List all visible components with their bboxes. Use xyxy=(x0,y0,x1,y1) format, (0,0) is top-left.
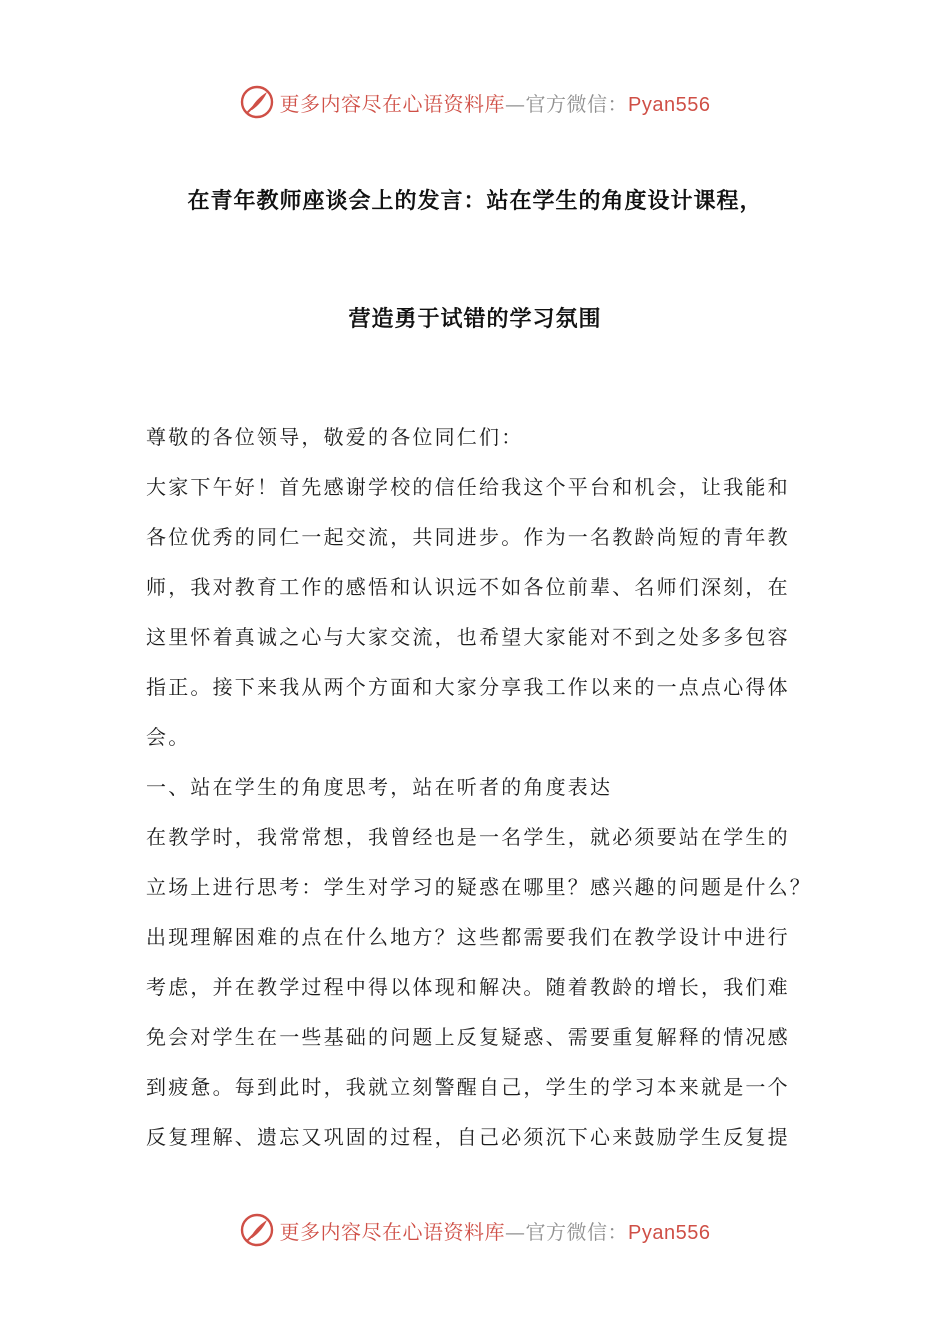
footer-banner xyxy=(0,1208,950,1252)
banner-main-text: 更多内容尽在心语资料库 xyxy=(279,91,506,116)
body-line: 在教学时，我常常想，我曾经也是一名学生，就必须要站在学生的 xyxy=(146,825,790,849)
body-line: 会。 xyxy=(146,725,191,749)
body-line: 这里怀着真诚之心与大家交流，也希望大家能对不到之处多多包容 xyxy=(146,625,790,649)
body-line: 出现理解困难的点在什么地方？这些都需要我们在教学设计中进行 xyxy=(146,925,790,949)
body-line: 考虑，并在教学过程中得以体现和解决。随着教龄的增长，我们难 xyxy=(146,975,790,999)
body-line: 师，我对教育工作的感悟和认识远不如各位前辈、名师们深刻，在 xyxy=(146,575,790,599)
body-line: 到疲惫。每到此时，我就立刻警醒自己，学生的学习本来就是一个 xyxy=(146,1075,790,1099)
document-title-line-1: 在青年教师座谈会上的发言：站在学生的角度设计课程， xyxy=(187,189,763,214)
quill-pen-logo-icon xyxy=(240,85,274,119)
banner-official-label: 官方微信： xyxy=(525,1219,629,1244)
body-line: 立场上进行思考：学生对学习的疑惑在哪里？感兴趣的问题是什么？ xyxy=(146,875,812,899)
header-banner xyxy=(0,80,950,124)
banner-official-label: 官方微信： xyxy=(525,91,629,116)
body-line: 免会对学生在一些基础的问题上反复疑惑、需要重复解释的情况感 xyxy=(146,1025,790,1049)
section-heading: 一、站在学生的角度思考，站在听者的角度表达 xyxy=(146,775,613,799)
banner-separator: — xyxy=(505,1219,526,1244)
document-body xyxy=(146,412,836,1162)
banner-text xyxy=(280,88,711,117)
body-line: 大家下午好！首先感谢学校的信任给我这个平台和机会，让我能和 xyxy=(146,475,790,499)
banner-wechat-id: Pyan556 xyxy=(628,1221,711,1244)
body-line: 尊敬的各位领导，敬爱的各位同仁们： xyxy=(146,425,524,449)
banner-separator: — xyxy=(505,91,526,116)
body-line: 指正。接下来我从两个方面和大家分享我工作以来的一点点心得体 xyxy=(146,675,790,699)
quill-pen-logo-icon xyxy=(240,1213,274,1247)
body-line: 各位优秀的同仁一起交流，共同进步。作为一名教龄尚短的青年教 xyxy=(146,525,790,549)
body-line: 反复理解、遗忘又巩固的过程，自己必须沉下心来鼓励学生反复提 xyxy=(146,1125,790,1149)
banner-wechat-id: Pyan556 xyxy=(628,93,711,116)
document-title-line-2: 营造勇于试错的学习氛围 xyxy=(348,307,602,332)
banner-text xyxy=(280,1216,711,1245)
banner-main-text: 更多内容尽在心语资料库 xyxy=(279,1219,506,1244)
